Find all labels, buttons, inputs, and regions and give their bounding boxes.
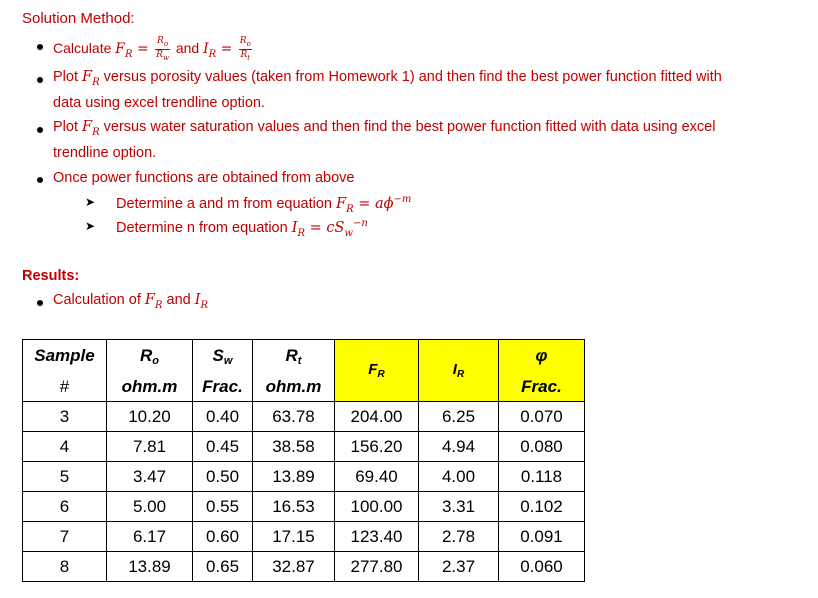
bullet1-text: Calculate $F_R$ = $\frac{R_o}{R_w}$ and $I_R$ = $\frac{R_o}{R_t}$ <box>53 36 251 62</box>
cell-phi: 0.080 <box>499 432 585 462</box>
unit-rt: ohm.m <box>253 372 335 402</box>
cell-fr: 100.00 <box>335 492 419 522</box>
unit-ro: ohm.m <box>107 372 193 402</box>
cell-ro: 10.20 <box>107 402 193 432</box>
cell-phi: 0.102 <box>499 492 585 522</box>
sub-bullet2-text: Determine n from equation $I_R = cS_w^{-n}$ <box>116 218 368 239</box>
header-ro: Ro <box>107 340 193 373</box>
cell-ir: 4.94 <box>419 432 499 462</box>
cell-rt: 13.89 <box>253 462 335 492</box>
solution-method-heading: Solution Method: <box>22 10 135 27</box>
sub-bullet1-text: Determine a and m from equation $F_R = a\phi^{-m}$ <box>116 194 412 215</box>
cell-fr: 156.20 <box>335 432 419 462</box>
cell-ir: 2.78 <box>419 522 499 552</box>
bullet2-line2: data using excel trendline option. <box>53 95 266 111</box>
cell-ir: 2.37 <box>419 552 499 582</box>
cell-sw: 0.40 <box>193 402 253 432</box>
cell-rt: 32.87 <box>253 552 335 582</box>
header-rt: Rt <box>253 340 335 373</box>
header-ir: $I_R$ <box>419 340 499 402</box>
bullet-dot-icon <box>37 300 43 306</box>
cell-ir: 4.00 <box>419 462 499 492</box>
cell-ro: 3.47 <box>107 462 193 492</box>
cell-sw: 0.65 <box>193 552 253 582</box>
unit-sw: Frac. <box>193 372 253 402</box>
cell-fr: 123.40 <box>335 522 419 552</box>
cell-sample: 7 <box>23 522 107 552</box>
cell-phi: 0.070 <box>499 402 585 432</box>
arrow-bullet-icon: ➤ <box>85 219 96 233</box>
bullet-dot-icon <box>37 177 43 183</box>
cell-ro: 6.17 <box>107 522 193 552</box>
table-row <box>23 402 585 432</box>
cell-rt: 63.78 <box>253 402 335 432</box>
fr-fraction: $\frac{R_o}{R_w}$ <box>156 36 169 62</box>
table-row <box>23 552 585 582</box>
table-unit-row <box>23 372 585 402</box>
cell-rt: 17.15 <box>253 522 335 552</box>
results-bullet-text: Calculation of $F_R$ and $I_R$ <box>53 292 208 311</box>
table-row <box>23 522 585 552</box>
header-sw: Sw <box>193 340 253 373</box>
cell-phi: 0.118 <box>499 462 585 492</box>
unit-sample: # <box>23 372 107 402</box>
bullet2-line1: Plot $F_R$ versus porosity values (taken from Homework 1) and then find the best power function fitted with <box>53 69 722 88</box>
cell-sw: 0.50 <box>193 462 253 492</box>
cell-rt: 38.58 <box>253 432 335 462</box>
cell-fr: 204.00 <box>335 402 419 432</box>
cell-sw: 0.60 <box>193 522 253 552</box>
cell-sample: 3 <box>23 402 107 432</box>
cell-sample: 5 <box>23 462 107 492</box>
cell-sw: 0.55 <box>193 492 253 522</box>
cell-fr: 69.40 <box>335 462 419 492</box>
cell-sample: 4 <box>23 432 107 462</box>
bullet3-line1: Plot $F_R$ versus water saturation values and then find the best power function fitted with data using excel <box>53 119 716 138</box>
cell-sample: 6 <box>23 492 107 522</box>
results-heading: Results: <box>22 268 80 284</box>
table-row <box>23 432 585 462</box>
bullet3-line2: trendline option. <box>53 145 157 161</box>
cell-phi: 0.091 <box>499 522 585 552</box>
arrow-bullet-icon: ➤ <box>85 195 96 209</box>
cell-ir: 6.25 <box>419 402 499 432</box>
unit-phi: Frac. <box>499 372 585 402</box>
cell-fr: 277.80 <box>335 552 419 582</box>
results-table <box>22 339 585 582</box>
ir-fraction: $\frac{R_o}{R_t}$ <box>239 36 251 62</box>
bullet-dot-icon <box>37 77 43 83</box>
bullet-dot-icon <box>37 44 43 50</box>
header-phi: φ <box>499 340 585 373</box>
cell-phi: 0.060 <box>499 552 585 582</box>
cell-sample: 8 <box>23 552 107 582</box>
bullet4-text: Once power functions are obtained from above <box>53 170 355 186</box>
cell-sw: 0.45 <box>193 432 253 462</box>
cell-rt: 16.53 <box>253 492 335 522</box>
header-sample: Sample <box>23 340 107 373</box>
table-row <box>23 462 585 492</box>
cell-ro: 13.89 <box>107 552 193 582</box>
cell-ro: 7.81 <box>107 432 193 462</box>
table-row <box>23 492 585 522</box>
bullet-dot-icon <box>37 127 43 133</box>
cell-ro: 5.00 <box>107 492 193 522</box>
cell-ir: 3.31 <box>419 492 499 522</box>
header-fr: $F_R$ <box>335 340 419 402</box>
table-header-row <box>23 340 585 373</box>
